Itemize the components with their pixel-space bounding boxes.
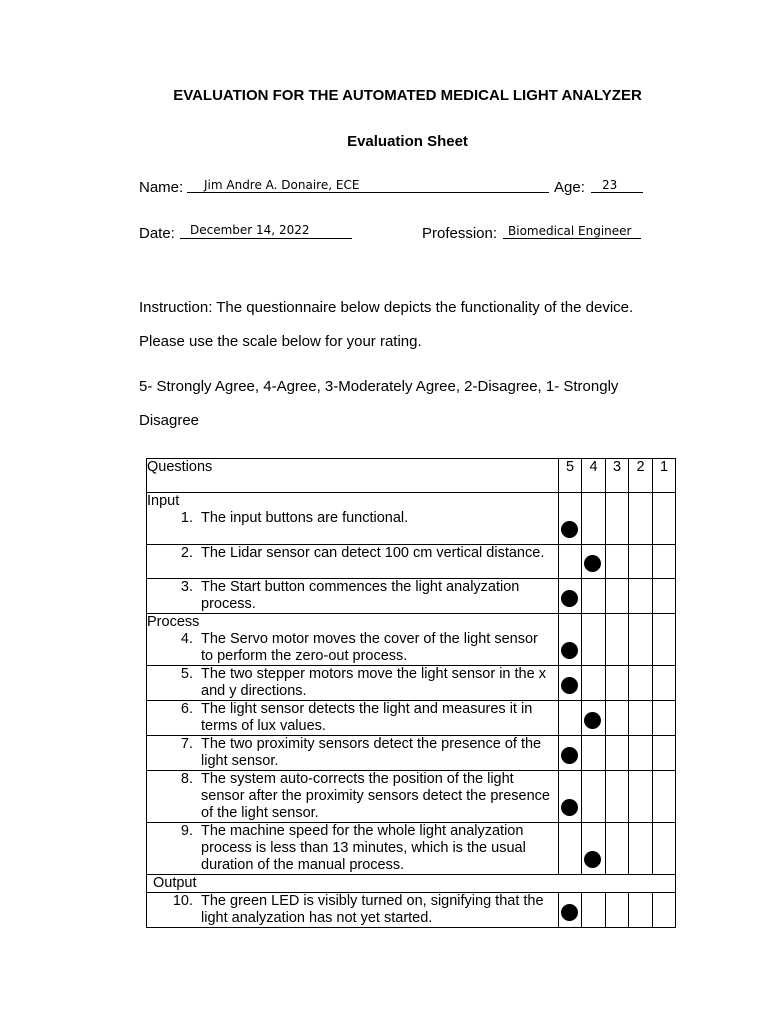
item-text: The two proximity sensors detect the presence of the light sensor. — [201, 736, 542, 769]
rating-mark[interactable] — [561, 521, 578, 538]
section-label-process: Process — [147, 614, 200, 630]
rating-mark[interactable] — [584, 712, 601, 729]
table-row — [147, 614, 676, 666]
evaluation-table — [146, 458, 676, 928]
rating-mark[interactable] — [561, 590, 578, 607]
rating-mark[interactable] — [561, 799, 578, 816]
name-field[interactable]: Jim Andre A. Donaire, ECE — [204, 178, 360, 192]
instruction-text: Instruction: The questionnaire below depicts the functionality of the device. — [139, 299, 634, 316]
questions-header: Questions — [147, 459, 559, 493]
rating-mark[interactable] — [561, 904, 578, 921]
table-row — [147, 736, 676, 771]
rating-mark[interactable] — [584, 555, 601, 572]
age-field[interactable]: 23 — [602, 178, 618, 192]
item-text: The Lidar sensor can detect 100 cm vertical distance. — [201, 545, 545, 561]
name-label: Name: — [139, 179, 184, 196]
date-line — [180, 238, 352, 239]
item-text: The system auto-corrects the position of the light sensor after the proximity sensors detect the presence of the light sensor. — [201, 771, 550, 821]
item-text: The green LED is visibly turned on, signifying that the light analyzation has not yet started. — [201, 893, 544, 926]
profession-label: Profession: — [422, 225, 498, 242]
item-number: 4. — [180, 631, 193, 647]
item-number: 3. — [180, 579, 193, 595]
scale-header-1: 1 — [653, 459, 676, 493]
rating-mark[interactable] — [584, 851, 601, 868]
item-text: The Servo motor moves the cover of the light sensor to perform the zero-out process. — [201, 631, 538, 664]
item-text: The machine speed for the whole light analyzation process is less than 13 minutes, which is the usual duration of the manual process. — [201, 823, 526, 873]
scale-header-2: 2 — [629, 459, 653, 493]
age-label: Age: — [554, 179, 585, 196]
item-number: 6. — [180, 701, 193, 717]
age-line — [591, 192, 643, 193]
scale-header-4: 4 — [582, 459, 606, 493]
date-label: Date: — [139, 225, 175, 242]
rating-mark[interactable] — [561, 677, 578, 694]
item-number: 8. — [180, 771, 193, 787]
table-row — [147, 823, 676, 875]
rating-mark[interactable] — [561, 747, 578, 764]
item-number: 2. — [180, 545, 193, 561]
document-title: EVALUATION FOR THE AUTOMATED MEDICAL LIGHT ANALYZER — [173, 87, 642, 104]
sheet-subtitle: Evaluation Sheet — [347, 133, 468, 150]
profession-field[interactable]: Biomedical Engineer — [508, 224, 632, 238]
item-number: 1. — [180, 510, 193, 526]
table-row — [147, 701, 676, 736]
table-row — [147, 666, 676, 701]
date-field[interactable]: December 14, 2022 — [190, 223, 310, 237]
scale-header-3: 3 — [606, 459, 629, 493]
item-number: 9. — [180, 823, 193, 839]
item-text: The Start button commences the light analyzation process. — [201, 579, 520, 612]
table-header-row — [147, 459, 676, 493]
table-row — [147, 579, 676, 614]
scale-legend-line1: 5- Strongly Agree, 4-Agree, 3-Moderately Agree, 2-Disagree, 1- Strongly — [139, 378, 619, 395]
item-number: 5. — [180, 666, 193, 682]
table-row — [147, 545, 676, 579]
table-row — [147, 771, 676, 823]
name-line — [187, 192, 549, 193]
rating-mark[interactable] — [561, 642, 578, 659]
table-row — [147, 893, 676, 928]
table-row — [147, 493, 676, 545]
section-label-input: Input — [147, 493, 180, 509]
scale-legend-line2: Disagree — [139, 412, 200, 429]
scale-note: Please use the scale below for your rating. — [139, 333, 422, 350]
item-text: The input buttons are functional. — [201, 510, 409, 526]
item-text: The light sensor detects the light and measures it in terms of lux values. — [201, 701, 533, 734]
item-number: 10. — [172, 893, 193, 909]
section-row-output — [147, 875, 676, 893]
scale-header-5: 5 — [559, 459, 582, 493]
profession-line — [503, 238, 641, 239]
item-text: The two stepper motors move the light sensor in the x and y directions. — [201, 666, 546, 699]
item-number: 7. — [180, 736, 193, 752]
section-label-output: Output — [147, 875, 676, 893]
